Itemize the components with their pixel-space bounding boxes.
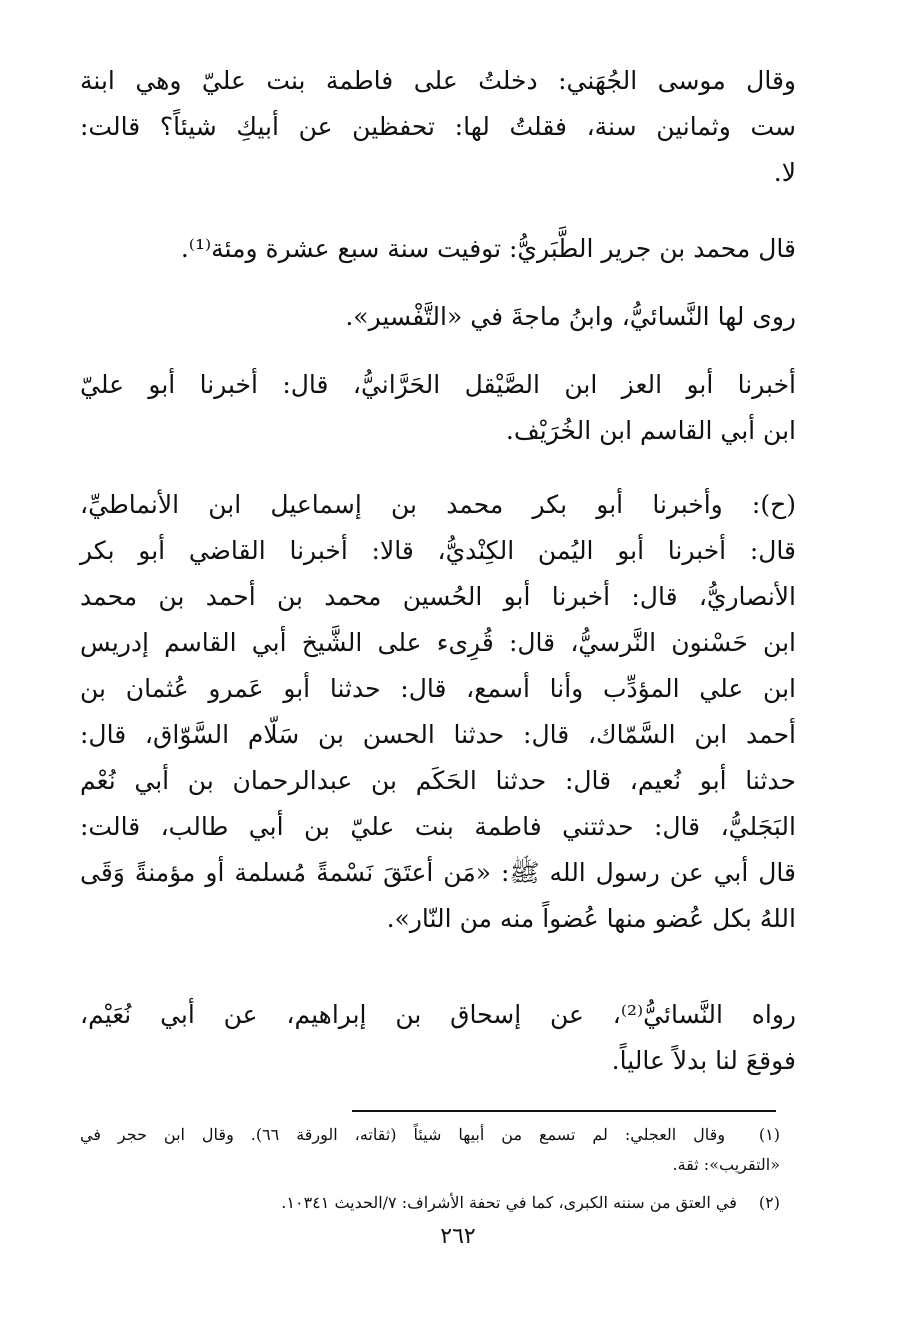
paragraph-2 — [80, 226, 796, 272]
text-line: (ح): وأخبرنا أبو بكر محمد بن إسماعيل ابن الأنماطيِّ، — [80, 490, 796, 519]
footnote-number: (١) — [758, 1125, 781, 1144]
footnote-separator — [352, 1110, 776, 1112]
footnote-text: في العتق من سننه الكبرى، كما في تحفة الأشراف: ٧/الحديث ١٠٣٤١. — [281, 1193, 737, 1212]
text-line: فوقعَ لنا بدلاً عالياً. — [611, 1046, 796, 1075]
text-line: لا. — [773, 158, 796, 187]
text-line: ابن حَسْنون النَّرسيُّ، قال: قُرِىء على الشَّيخ أبي القاسم إدريس — [80, 628, 796, 657]
text-line: ابن أبي القاسم ابن الخُرَيْف. — [505, 416, 796, 445]
text-line: البَجَليُّ، قال: حدثتني فاطمة بنت عليّ بن أبي طالب، قالت: — [80, 812, 796, 841]
paragraph-5 — [80, 482, 796, 942]
footnote-line — [80, 1120, 780, 1150]
footnote-text: وقال العجلي: لم تسمع من أبيها شيئاً (ثقاته، الورقة ٦٦). وقال ابن حجر في — [80, 1125, 726, 1144]
text-line: قال محمد بن جرير الطَّبَريُّ: توفيت سنة سبع عشرة ومئة⁽¹⁾. — [180, 234, 796, 263]
text-line: ابن علي المؤدِّب وأنا أسمع، قال: حدثنا أبو عَمرو عُثمان بن — [80, 674, 796, 703]
text-line: قال أبي عن رسول الله ﷺ: «مَن أعتَقَ نَسْمةً مُسلمة أو مؤمنةً وَقَى — [80, 858, 796, 887]
page-number: ٢٦٢ — [440, 1224, 476, 1249]
paragraph-3 — [80, 294, 796, 340]
footnote-number: (٢) — [758, 1193, 780, 1212]
paragraph-6 — [80, 992, 796, 1084]
footnote-line — [80, 1150, 780, 1180]
paragraph-1 — [80, 58, 796, 196]
text-line: قال: أخبرنا أبو اليُمن الكِنْديُّ، قالا: أخبرنا القاضي أبو بكر — [80, 536, 796, 565]
text-line: روى لها النَّسائيُّ، وابنُ ماجةَ في «التَّفْسير». — [345, 302, 796, 331]
footnote-text: «التقريب»: ثقة. — [672, 1155, 780, 1174]
text-line: حدثنا أبو نُعيم، قال: حدثنا الحَكَم بن عبدالرحمان بن أبي نُعْم — [80, 766, 796, 795]
footnote-2 — [80, 1188, 780, 1218]
footnote-line — [80, 1188, 780, 1218]
text-line: أخبرنا أبو العز ابن الصَّيْقل الحَرَّانيُّ، قال: أخبرنا أبو عليّ — [80, 370, 796, 399]
text-line: أحمد ابن السَّمّاك، قال: حدثنا الحسن بن سَلّام السَّوّاق، قال: — [80, 720, 796, 749]
footnote-1 — [80, 1120, 780, 1180]
text-line: رواه النَّسائيُّ⁽²⁾، عن إسحاق بن إبراهيم، عن أبي نُعَيْم، — [80, 1000, 796, 1029]
text-line: اللهُ بكل عُضو منها عُضواً منه من النّار». — [386, 904, 796, 933]
text-line: وقال موسى الجُهَني: دخلتُ على فاطمة بنت عليّ وهي ابنة — [80, 66, 796, 95]
text-line: الأنصاريُّ، قال: أخبرنا أبو الحُسين محمد بن أحمد بن محمد — [80, 582, 796, 611]
text-line: ست وثمانين سنة، فقلتُ لها: تحفظين عن أبيكِ شيئاً؟ قالت: — [80, 112, 796, 141]
paragraph-4 — [80, 362, 796, 454]
